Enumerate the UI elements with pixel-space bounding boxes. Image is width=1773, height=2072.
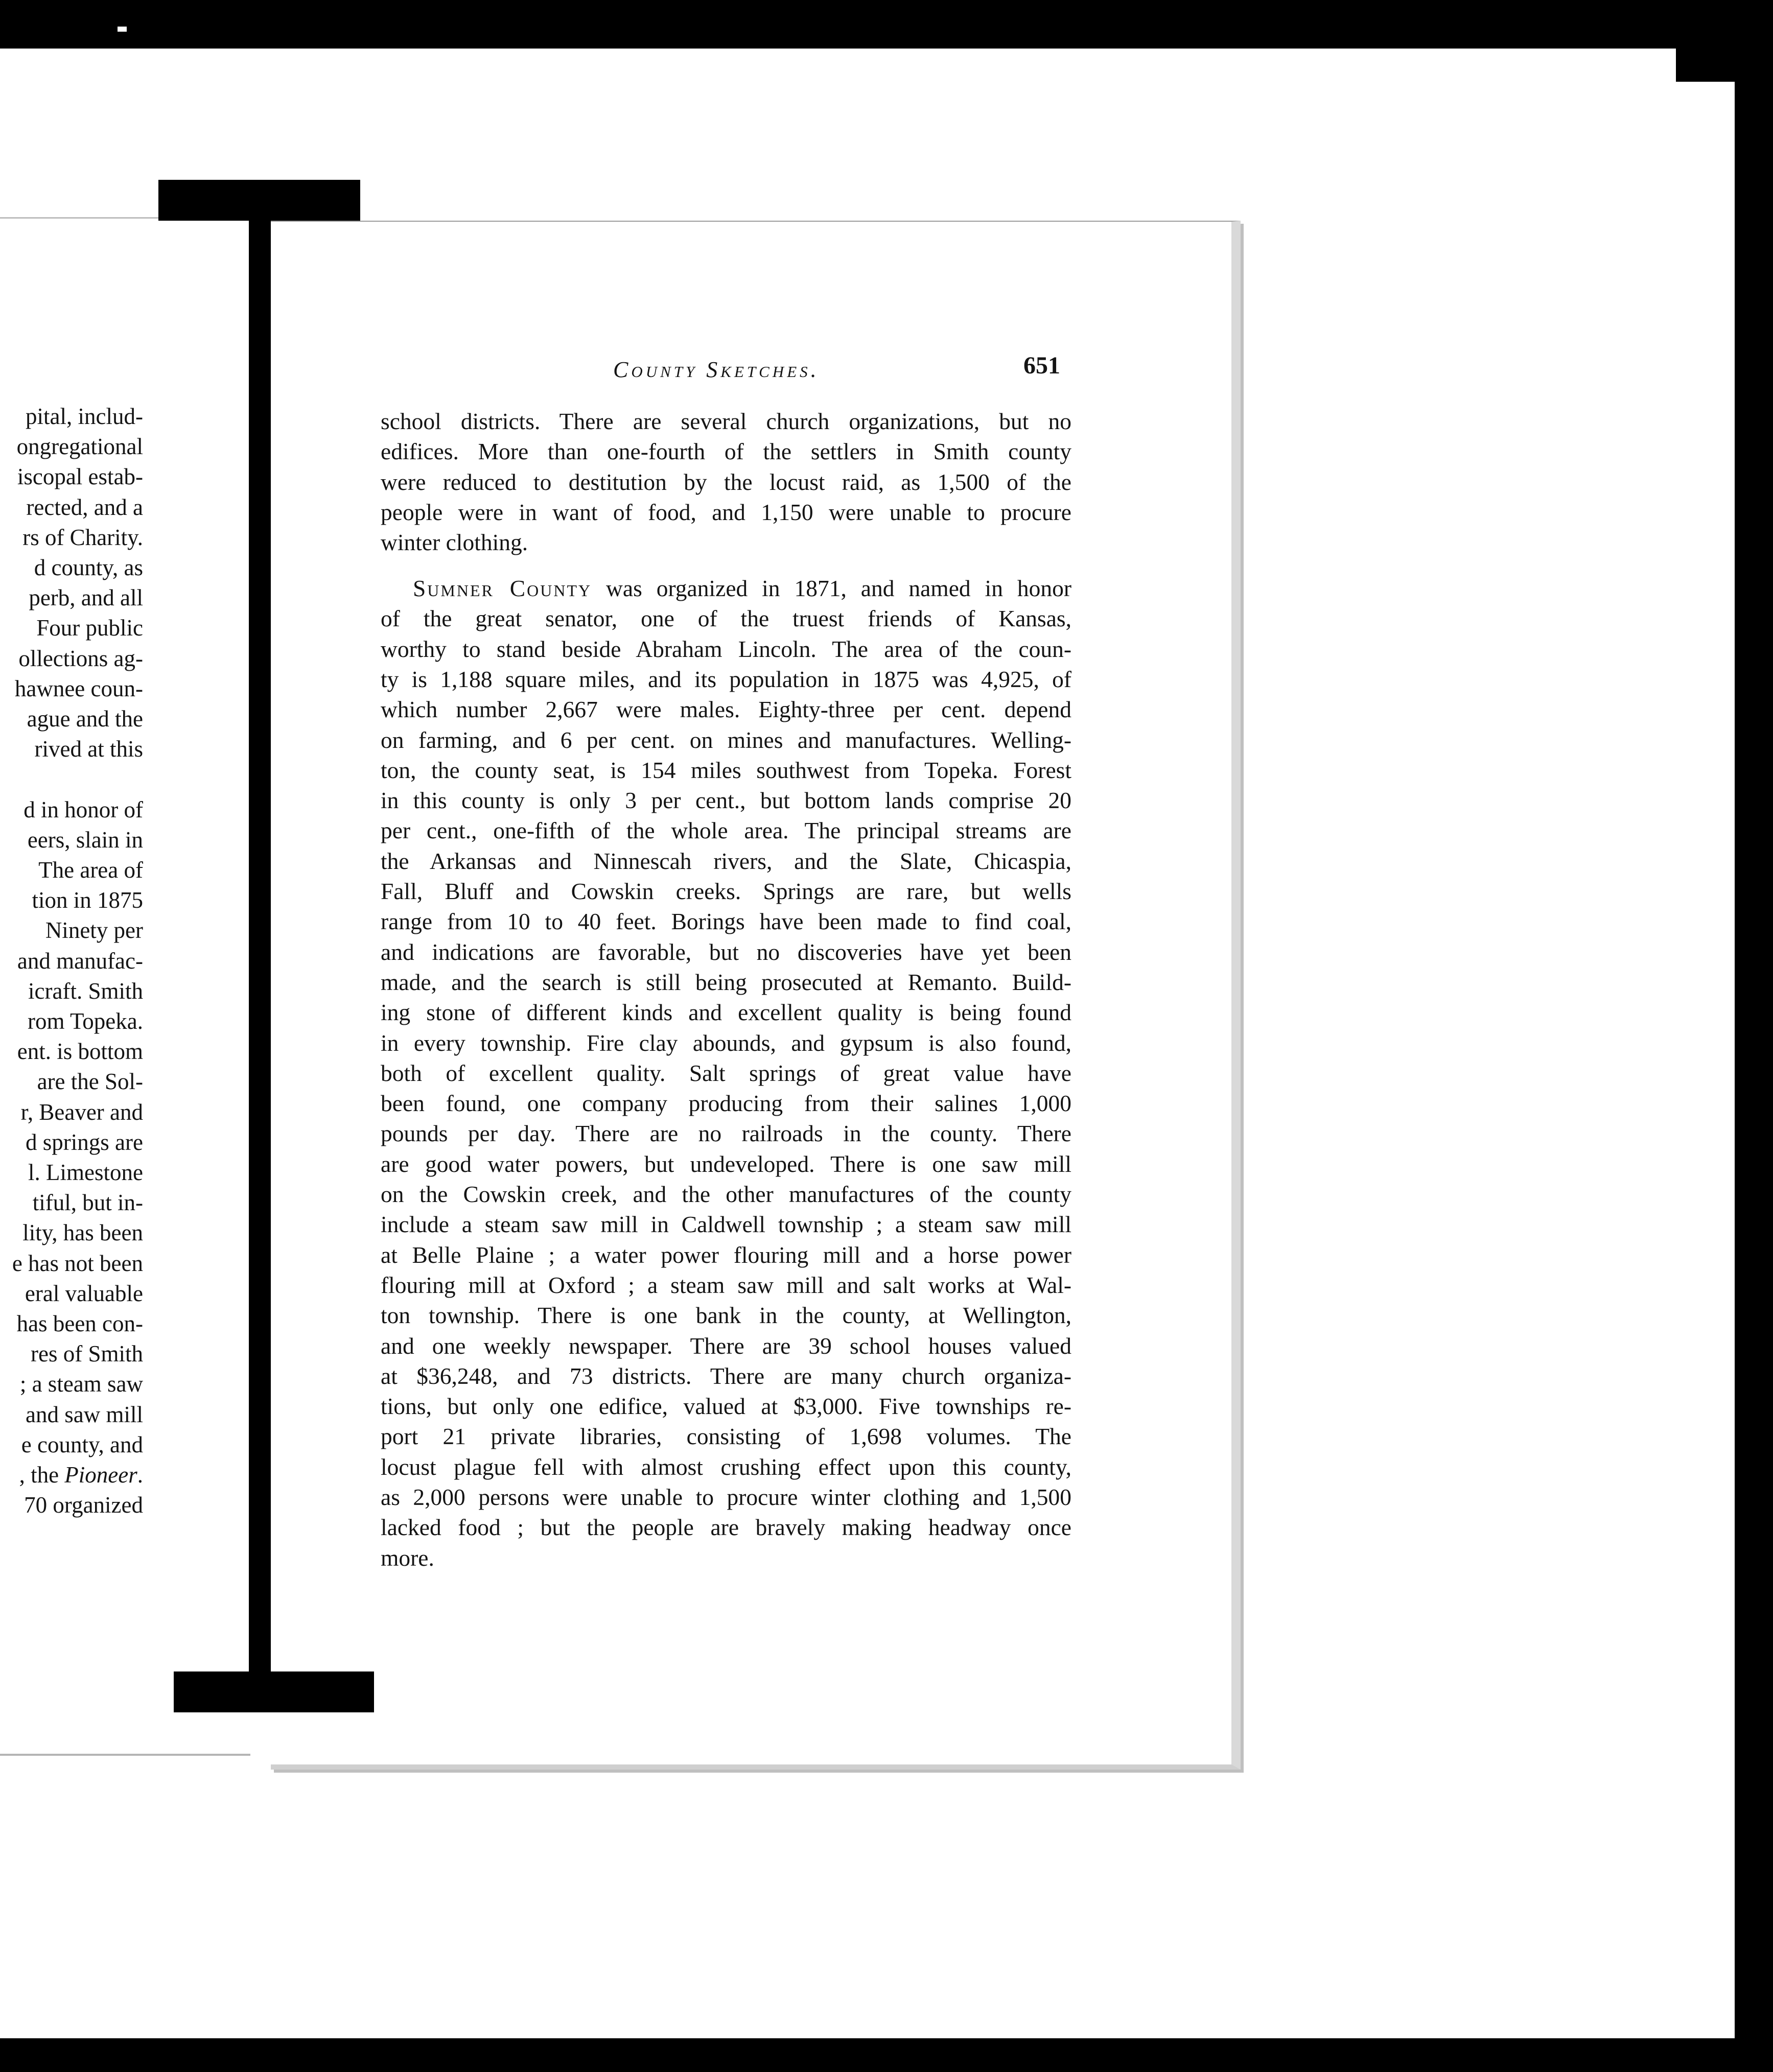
binding-clamp-bottom [174,1671,374,1712]
page-number: 651 [1023,352,1060,379]
text-line: and one weekly newspaper. There are 39 school houses valued [381,1332,1071,1359]
prev-page-line: d county, as [34,555,143,580]
text-line: lacked food ; but the people are bravely making headway once [381,1514,1071,1541]
prev-page-line: icraft. Smith [28,978,143,1004]
text-line: at Belle Plaine ; a water power flouring mill and a horse power [381,1241,1071,1268]
text-line: on farming, and 6 per cent. on mines and manufactures. Welling- [381,726,1071,753]
text-line: were reduced to destitution by the locust raid, as 1,500 of the [381,468,1071,495]
text-line: on the Cowskin creek, and the other manufactures of the county [381,1181,1071,1207]
prev-page-line: l. Limestone [28,1160,143,1185]
prev-page-line: has been con- [16,1311,143,1336]
text-line: Fall, Bluff and Cowskin creeks. Springs are rare, but wells [381,878,1071,904]
prev-page-line: tiful, but in- [32,1190,143,1216]
text-fragment: was organized in 1871, and named in honor [592,575,1072,601]
prev-page-line: rs of Charity. [22,524,143,550]
prev-page-line: e has not been [12,1250,143,1276]
text-line: winter clothing. [381,529,528,556]
film-mark [118,27,127,32]
text-line: and indications are favorable, but no discoveries have yet been [381,938,1071,965]
text-line: people were in want of food, and 1,150 were unable to procure [381,499,1071,525]
text-line: edifices. More than one-fourth of the settlers in Smith county [381,438,1071,465]
previous-page-fragment [0,217,250,1756]
prev-page-line: r, Beaver and [20,1099,143,1125]
prev-page-line: The area of [38,857,143,883]
text-line: are good water powers, but undeveloped. There is one saw mill [381,1150,1071,1177]
text-line: the Arkansas and Ninnescah rivers, and the Slate, Chicaspia, [381,847,1071,874]
prev-page-line: , the Pioneer. [19,1462,143,1488]
binding-clamp-bar [249,221,271,1671]
prev-page-line: rom Topeka. [28,1008,143,1034]
text-line: port 21 private libraries, consisting of 1,698 volumes. The [381,1423,1071,1450]
running-head: County Sketches. [613,357,820,382]
text-line: been found, one company producing from their salines 1,000 [381,1090,1071,1117]
text-line: as 2,000 persons were unable to procure winter clothing and 1,500 [381,1484,1071,1510]
text-line: per cent., one-fifth of the whole area. The principal streams are [381,817,1071,844]
prev-page-line: iscopal estab- [17,464,143,490]
text-line: more. [381,1544,434,1571]
prev-page-line: perb, and all [29,585,143,611]
prev-page-line: d in honor of [24,796,143,822]
text-line: which number 2,667 were males. Eighty-three per cent. depend [381,696,1071,723]
prev-page-line: Ninety per [45,917,143,944]
text-line: school districts. There are several church organizations, but no [381,408,1071,434]
prev-page-line: eral valuable [25,1280,143,1306]
text-line: in every township. Fire clay abounds, and gypsum is also found, [381,1029,1071,1056]
text-line: ty is 1,188 square miles, and its population in 1875 was 4,925, of [381,666,1071,692]
prev-page-line: rected, and a [26,494,143,520]
prev-page-line: are the Sol- [37,1069,143,1095]
prev-page-line: ollections ag- [18,645,143,671]
prev-page-line: pital, includ- [26,404,143,429]
prev-page-line: hawnee coun- [14,675,143,701]
text-line: range from 10 to 40 feet. Borings have been made to find coal, [381,908,1071,935]
county-name-heading: Sumner County [413,575,592,601]
prev-page-line: res of Smith [31,1341,143,1367]
prev-page-line: ent. is bottom [17,1039,143,1065]
text-line: tions, but only one edifice, valued at $3,000. Five townships re- [381,1393,1071,1420]
prev-page-line: and saw mill [26,1401,143,1427]
prev-page-line: ; a steam saw [19,1371,143,1397]
paragraph-lead-line [413,573,1071,604]
text-line: ton township. There is one bank in the county, at Wellington, [381,1302,1071,1329]
text-line: include a steam saw mill in Caldwell township ; a steam saw mill [381,1211,1071,1238]
prev-page-line: tion in 1875 [32,887,143,913]
prev-page-line: ongregational [16,434,143,460]
text-line: ing stone of different kinds and excellent quality is being found [381,999,1071,1026]
prev-page-line: 70 organized [24,1492,143,1518]
text-line: in this county is only 3 per cent., but bottom lands comprise 20 [381,787,1071,814]
film-border-corner [1676,0,1773,82]
text-line: both of excellent quality. Salt springs of great value have [381,1059,1071,1086]
film-border-right [1735,72,1773,2072]
text-line: of the great senator, one of the truest friends of Kansas, [381,605,1071,632]
prev-page-line: d springs are [26,1129,143,1155]
text-line: ton, the county seat, is 154 miles southwest from Topeka. Forest [381,757,1071,783]
text-line: at $36,248, and 73 districts. There are many church organiza- [381,1362,1071,1389]
prev-page-line: Four public [36,615,143,641]
prev-page-line: eers, slain in [27,827,143,853]
film-border-top [0,0,1773,49]
prev-page-line: e county, and [21,1431,143,1457]
text-line: made, and the search is still being prosecuted at Remanto. Build- [381,969,1071,995]
prev-page-line: and manufac- [17,948,143,974]
text-line: worthy to stand beside Abraham Lincoln. The area of the coun- [381,635,1071,662]
binding-clamp-top [158,180,360,221]
prev-page-line: ague and the [27,706,143,732]
prev-page-line: rived at this [34,736,143,762]
text-line: flouring mill at Oxford ; a steam saw mill and salt works at Wal- [381,1272,1071,1298]
film-border-bottom [0,2038,1773,2072]
prev-page-line: lity, has been [22,1220,143,1246]
text-line: pounds per day. There are no railroads in the county. There [381,1120,1071,1147]
text-line: locust plague fell with almost crushing effect upon this county, [381,1453,1071,1480]
